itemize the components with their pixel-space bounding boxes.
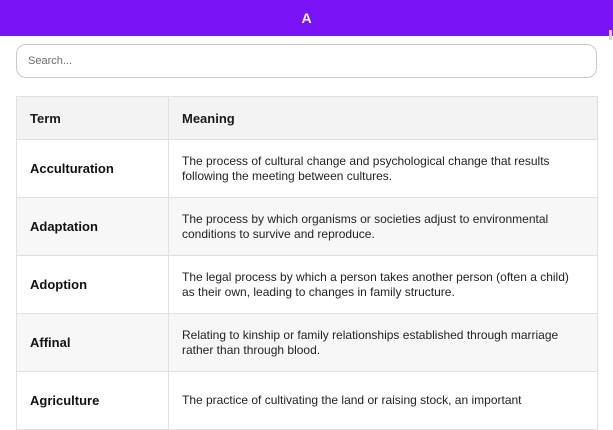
- term-cell: Adoption: [17, 256, 169, 314]
- glossary-table: [16, 96, 598, 430]
- column-header-term: Term: [17, 97, 169, 140]
- meaning-cell: The practice of cultivating the land or raising stock, an important: [169, 372, 598, 430]
- search-container: [0, 36, 613, 78]
- table-header-row: [17, 97, 598, 140]
- meaning-cell: Relating to kinship or family relationships established through marriage rather than through blood.: [169, 314, 598, 372]
- column-header-meaning: Meaning: [169, 97, 598, 140]
- page-title: A: [301, 10, 312, 26]
- term-cell: Affinal: [17, 314, 169, 372]
- meaning-cell: The legal process by which a person takes another person (often a child) as their own, leading to changes in family structure.: [169, 256, 598, 314]
- table-row: [17, 256, 598, 314]
- scrollbar-thumb[interactable]: [609, 30, 612, 40]
- meaning-cell: The process of cultural change and psychological change that results following the meeting between cultures.: [169, 140, 598, 198]
- table-row: [17, 372, 598, 430]
- glossary-table-container: [16, 96, 597, 430]
- term-cell: Acculturation: [17, 140, 169, 198]
- term-cell: Agriculture: [17, 372, 169, 430]
- search-input[interactable]: [16, 44, 597, 78]
- term-cell: Adaptation: [17, 198, 169, 256]
- table-row: [17, 198, 598, 256]
- table-row: [17, 140, 598, 198]
- app-header: [0, 0, 613, 36]
- meaning-cell: The process by which organisms or societies adjust to environmental conditions to survive and reproduce.: [169, 198, 598, 256]
- table-row: [17, 314, 598, 372]
